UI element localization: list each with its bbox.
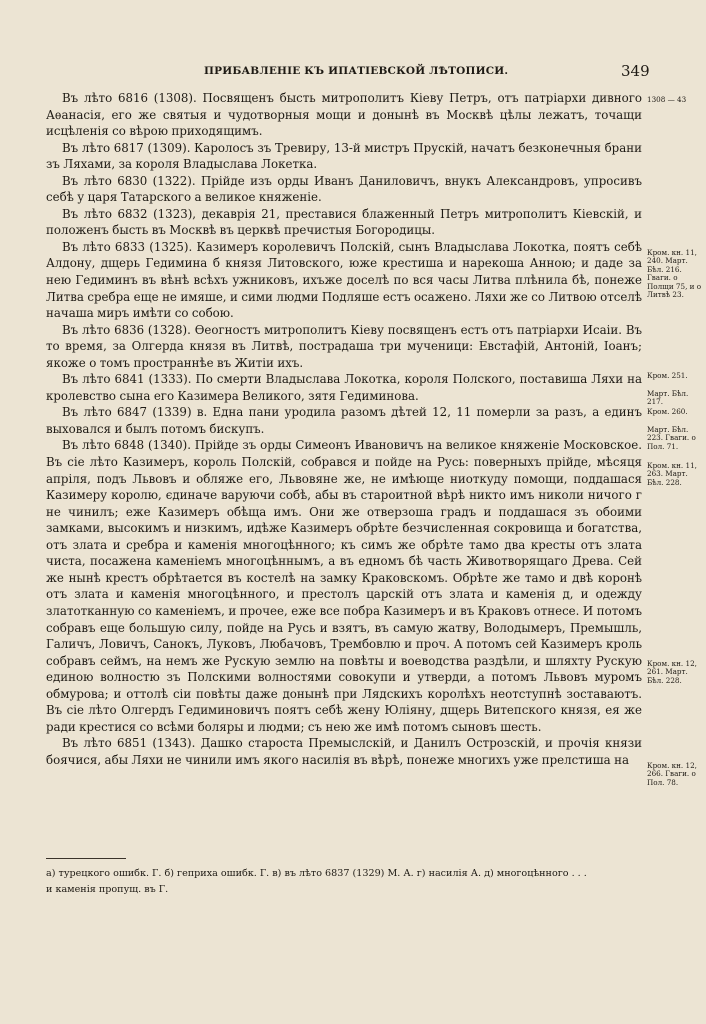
footnote-rule — [46, 858, 126, 859]
margin-note: Март. Бѣл. 223. Гваги. о Пол. 71. — [647, 425, 696, 451]
page-header — [0, 62, 706, 82]
entry-1343: Въ лѣто 6851 (1343). Дашко староста Премыслскій, и Данилъ Острозскій, и прочія князи боячися, абы Ляхи не чинили имъ якого насилія въ вѣрѣ, понеже многихъ уже прелстиша на — [46, 736, 642, 767]
entry-1323: Въ лѣто 6832 (1323), декаврія 21, преставися блаженный Петръ митрополитъ Кіевскій, и положенъ бысть въ Москвѣ въ церквѣ пречистыя Богородицы. — [46, 206, 642, 238]
margin-note: Кром. 251. — [647, 371, 688, 380]
margin-note: Кром. кн. 12, 266. Гваги. о Пол. 78. — [647, 761, 697, 787]
footnote-line: и каменія пропущ. въ Г. — [46, 884, 169, 895]
entry-1309: Въ лѣто 6817 (1309). Каролосъ зъ Тревиру, 13-й мистръ Прускій, начатъ безконечныя брани зъ Ляхами, за короля Владыслава Локетка. — [46, 140, 642, 172]
footnotes — [46, 866, 656, 898]
entry-1333: Въ лѣто 6841 (1333). По смерти Владыслава Локотка, короля Полского, поставиша Ляхи на кролевство сына его Казимера Великого, зятя Гедиминова. — [46, 372, 642, 403]
margin-note: Кром. кн. 12, 261. Март. Бѣл. 228. — [647, 659, 697, 685]
entry-1308: Въ лѣто 6816 (1308). Посвященъ бысть митрополитъ Кіеву Петръ, отъ патріархи дивного Аѳанасія, его же святыя и чудотворныя мощи и донынѣ въ Москвѣ цѣлы лежатъ, точащи исцѣленія со вѣрою приходящимъ. — [46, 91, 642, 139]
margin-note: Кром. кн. 11, 263. Март. Бѣл. 228. — [647, 461, 697, 487]
footnote-line: а) турецкого ошибк. Г. б) геприха ошибк. Г. в) въ лѣто 6837 (1329) М. А. г) насилія А. д) многоцѣнного . . . — [46, 868, 587, 879]
margin-note: Кром. 260. — [647, 407, 688, 416]
margin-note: Март. Бѣл. 217. — [647, 389, 689, 407]
chronicle-text — [46, 90, 642, 768]
entry-1325: Въ лѣто 6833 (1325). Казимеръ королевичъ Полскій, сынъ Владыслава Локотка, поятъ себѣ Алдону, дщерь Гедимина б князя Литовского, юже крестиша и нарекоша Анною; и даде за нею Гедиминъ въ вѣнѣ всѣхъ ужниковъ, ихъже доселѣ по вся часы Литва плѣнила бѣ, понеже Литва сребра еще не имяше, и сими людми Подляше естъ осажено. Ляхи же со Литвою отселѣ начаша миръ имѣти со собою. — [46, 239, 642, 321]
running-title: ПРИБАВЛЕНІЕ КЪ ИПАТІЕВСКОЙ ЛѢТОПИСИ. — [204, 65, 509, 77]
entry-1340: Въ лѣто 6848 (1340). Прійде зъ орды Симеонъ Ивановичъ на великое княженіе Московское. Въ сіе лѣто Казимеръ, король Полскій, собрався и пойде на Русь: поверныхъ прійде, мѣсяця апріля, подъ Львовъ и обляже его, Львовяне же, не имѣюще ниоткуду помощи, поддашася Казимеру королю, єдиначе варуючи собѣ, абы въ староитной вѣрѣ никто имъ николи ничого г не чинилъ; еже Казимеръ обѣща имъ. Они же отверзоша градъ и поддашася зъ обоими замками, высокимъ и низкимъ, идѣже Казимеръ обрѣте безчисленная сокровища и богатства, отъ злата и сребра и каменія многоцѣнного; къ симъ же обрѣте тамо два кресты отъ злата чиста, посажена каменіемъ многоцѣннымъ, а въ едномъ бѣ часть Животворящаго Древа. Сей же нынѣ крестъ обрѣтается въ костелѣ на замку Краковскомъ. Обрѣте же тамо и двѣ коронѣ отъ злата и каменія многоцѣнного, и престолъ царскій отъ злата и каменія д, и одежду златотканную со каменіемъ, и прочее, еже все побра Казимеръ и въ Краковъ отнесе. И потомъ собравъ еще большую силу, пойде на Русь и взятъ, въ самую жатву, Володымеръ, Премышль, Галичъ, Ловичъ, Санокъ, Луковъ, Любачовъ, Трембовлю и проч. А потомъ сей Казимеръ кроль собравъ сеймъ, на немъ же Рускую землю на повѣты и воеводства раздѣли, и шляхту Рускую единою волностю зъ Полскими волностями совокупи и утверди, а потомъ Львовъ муромъ обмурова; и оттолѣ сіи повѣты даже донынѣ при Лядскихъ королѣхъ неотступнѣ зоставаютъ. Въ сіе лѣто Олгердъ Гедиминовичъ поятъ себѣ жену Юліяну, дщерь Витепского князя, ея же ради крестися со всѣми боляры и людми; съ нею же имѣ потомъ сыновъ шесть. — [46, 438, 642, 734]
entry-1339: Въ лѣто 6847 (1339) в. Една пани уродила разомъ дѣтей 12, 11 померли за разъ, а единъ выховался и былъ потомъ бискупъ. — [46, 405, 642, 436]
entry-1322: Въ лѣто 6830 (1322). Прійде изъ орды Иванъ Даниловичъ, внукъ Александровъ, упросивъ себѣ у царя Татарского а великое княженіе. — [46, 173, 642, 205]
entry-1328: Въ лѣто 6836 (1328). Ѳеогностъ митрополитъ Кіеву посвященъ естъ отъ патріархи Исаіи. Въ то время, за Олгерда князя въ Литвѣ, пострадаша три мученици: Евстафій, Антоній, Іоанъ; якоже о томъ пространнѣе въ Житіи ихъ. — [46, 322, 642, 370]
page-number: 349 — [621, 62, 650, 80]
margin-note: 1308 — 43 — [647, 95, 687, 104]
margin-note: Кром. кн. 11, 240. Март. Бѣл. 216. Гваги. о Полщи 75, и о Литвѣ 23. — [647, 248, 702, 300]
